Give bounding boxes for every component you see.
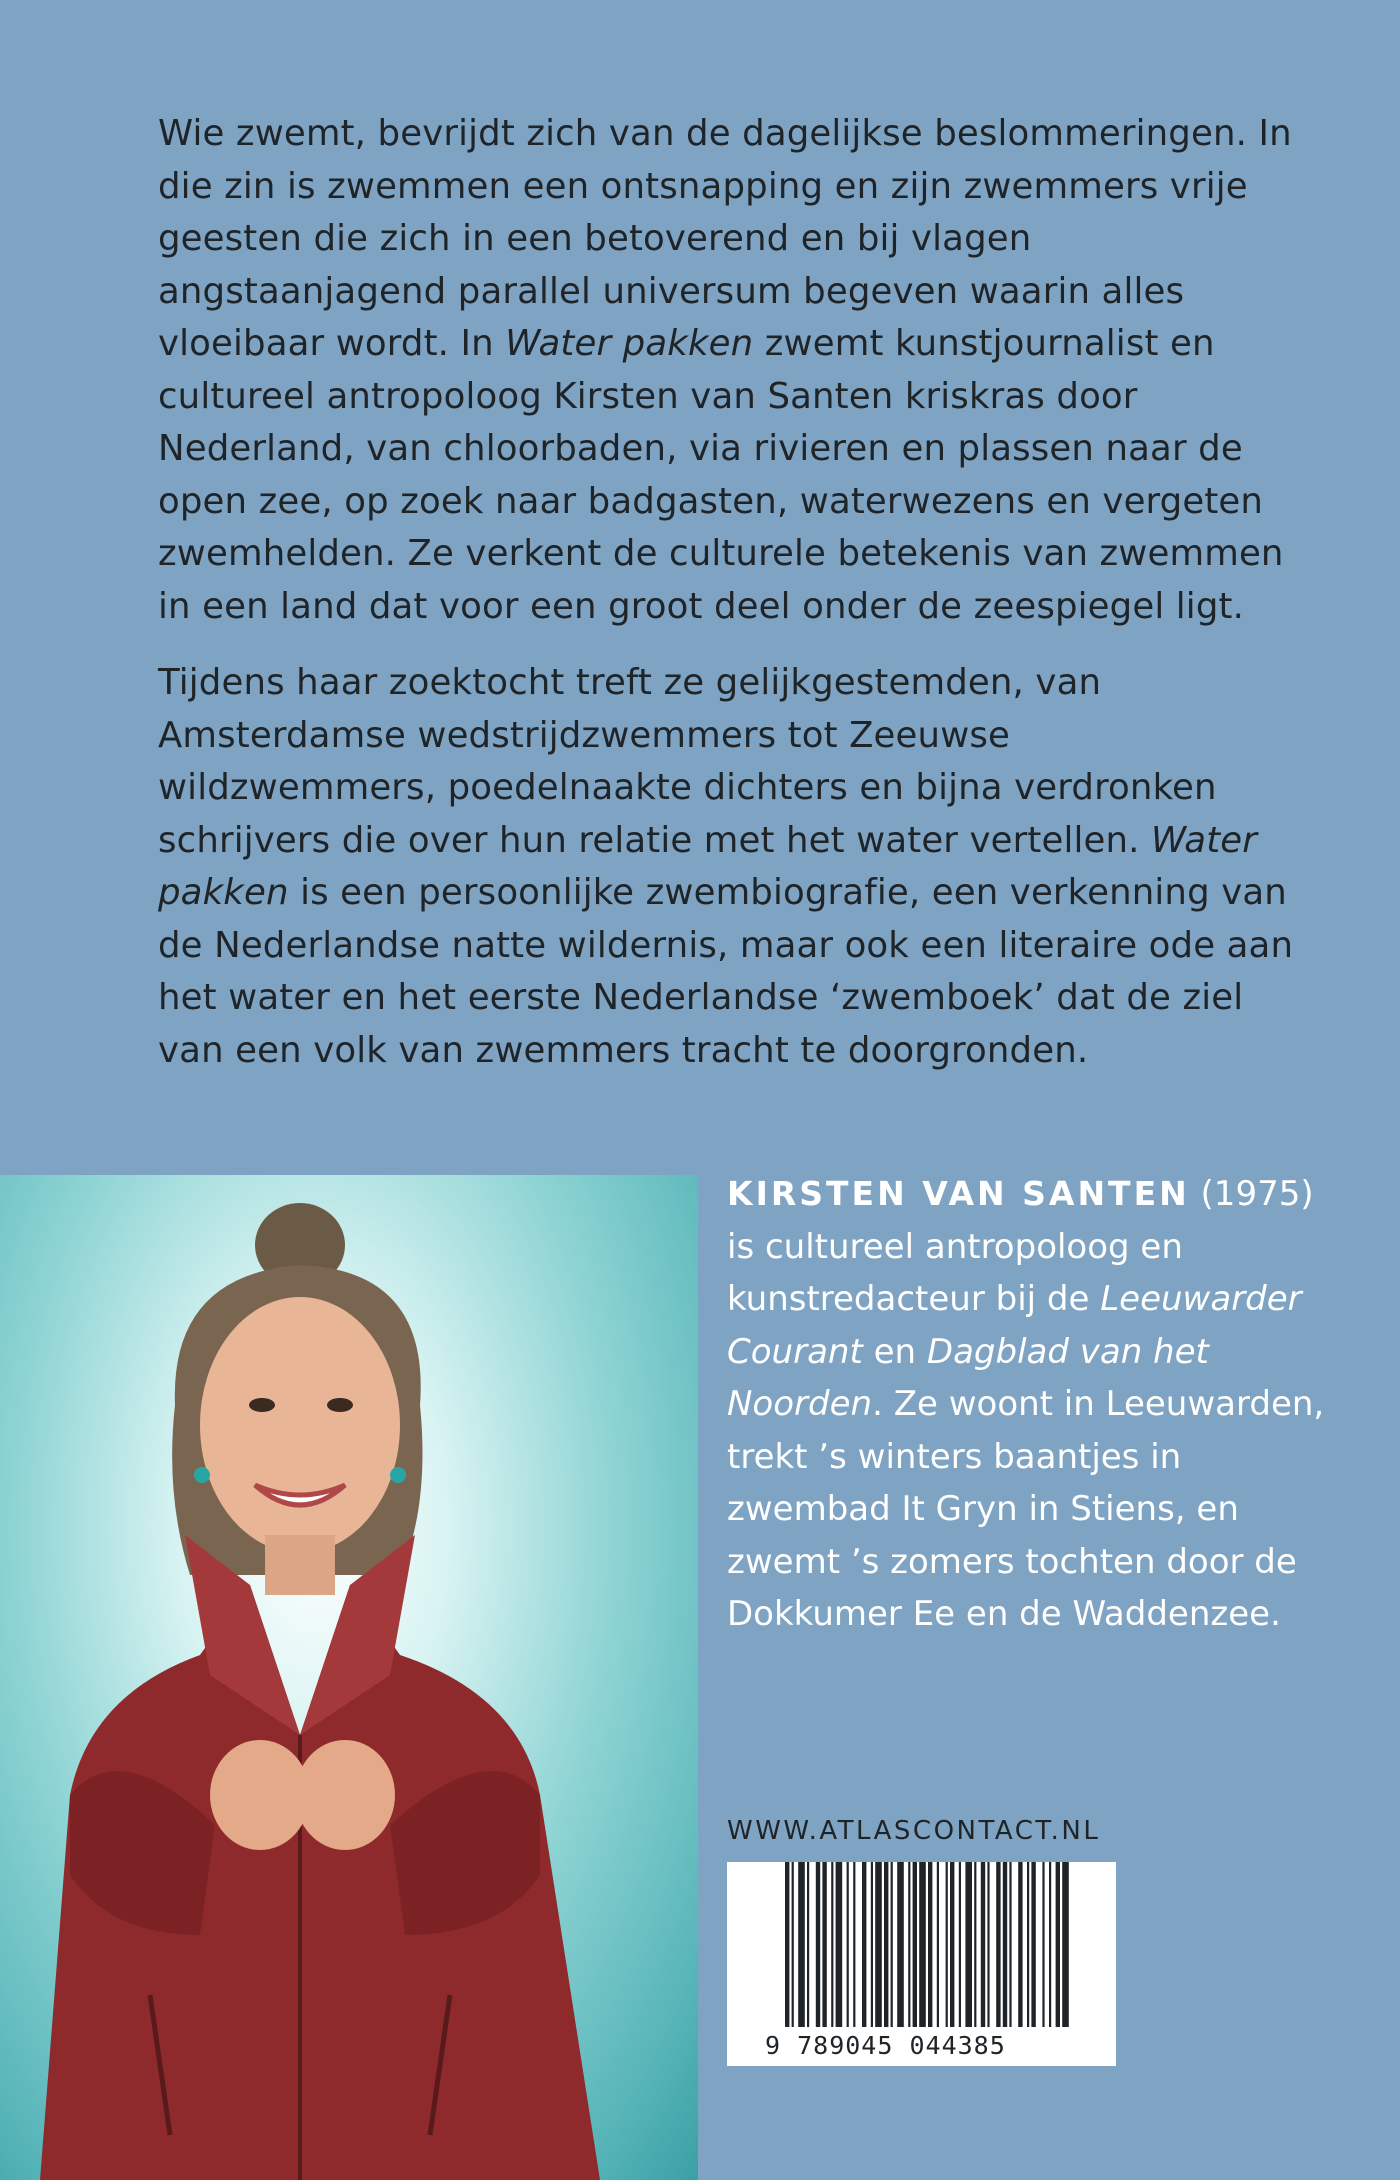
bio-text: . Ze woont in Leeuwarden, trekt ’s winters baantjes in zwembad It Gryn in Stiens, en zwemt ’s zomers tochten door de Dokkumer Ee en de Waddenzee. xyxy=(727,1384,1325,1634)
author-photo xyxy=(0,1175,698,2180)
blurb-text: is een persoonlijke zwembiografie, een verkenning van de Nederlandse natte wildernis, maar ook een literaire ode aan het water en het eerste Nederlandse ‘zwemboek’ dat de ziel van een volk van zwemmers tracht te doorgronden. xyxy=(158,872,1294,1071)
barcode-bar xyxy=(792,1862,794,2027)
barcode-bar xyxy=(908,1862,910,2027)
newspaper-title: Leeuwarder Courant xyxy=(727,1279,1302,1372)
barcode-bar xyxy=(891,1862,893,2027)
newspaper-title: Dagblad van het Noorden xyxy=(727,1331,1209,1424)
author-name: KIRSTEN VAN SANTEN xyxy=(727,1174,1190,1213)
barcode-bar xyxy=(1031,1862,1035,2027)
barcode-bar xyxy=(974,1862,976,2027)
blurb-paragraph-1 xyxy=(158,108,1298,633)
barcode-bar xyxy=(913,1862,917,2027)
barcode-bar xyxy=(1003,1862,1007,2027)
barcode-bar xyxy=(928,1862,932,2027)
barcode-bar xyxy=(897,1862,904,2027)
barcode-bar xyxy=(1056,1862,1060,2027)
barcode-bar xyxy=(1018,1862,1022,2027)
barcode-bar xyxy=(862,1862,866,2027)
barcode-bar xyxy=(875,1862,882,2027)
author-bio xyxy=(727,1168,1327,1641)
barcode-bar xyxy=(798,1862,805,2027)
isbn-number: 9 789045 044385 xyxy=(765,2031,1006,2060)
blurb-text: Tijdens haar zoektocht treft ze gelijkgestemden, van Amsterdamse wedstrijdzwemmers tot Zeeuwse wildzwemmers, poedelnaakte dichters en bijna verdronken schrijvers die over hun relatie met het water vertellen. xyxy=(158,662,1217,861)
barcode-bar xyxy=(847,1862,849,2027)
bio-text: en xyxy=(862,1331,927,1372)
barcode-bar xyxy=(871,1862,873,2027)
blurb-text: Wie zwemt, bevrijdt zich van de dagelijkse beslommeringen. In die zin is zwemmen een ontsnapping en zijn zwemmers vrije geesten die zich in een betoverend en bij vlagen angstaanjagend parallel universum begeven waarin alles vloeibaar wordt. In xyxy=(158,113,1292,364)
back-cover-blurb xyxy=(158,108,1298,1101)
barcode-bar xyxy=(981,1862,985,2027)
barcode-bar xyxy=(1042,1862,1044,2027)
barcode-bar xyxy=(946,1862,948,2027)
barcode-bar xyxy=(996,1862,1000,2027)
barcode-bar xyxy=(950,1862,954,2027)
barcode-bar xyxy=(959,1862,961,2027)
blurb-text: zwemt kunstjournalist en cultureel antropoloog Kirsten van Santen kriskras door Nederland, van chloorbaden, via rivieren en plassen naar de open zee, op zoek naar badgasten, waterwezens en vergeten zwemhelden. Ze verkent de culturele betekenis van zwemmen in een land dat voor een groot deel onder de zeespiegel ligt. xyxy=(158,323,1284,627)
bio-text: is cultureel antropoloog en kunstredacteur bij de xyxy=(727,1226,1183,1319)
barcode-bar xyxy=(1027,1862,1029,2027)
barcode-bar xyxy=(853,1862,855,2027)
barcode-bar xyxy=(1049,1862,1051,2027)
barcode-bar xyxy=(822,1862,826,2027)
barcode-bar xyxy=(987,1862,989,2027)
barcode-bar xyxy=(816,1862,820,2027)
barcode-bar xyxy=(807,1862,809,2027)
author-birth-year: (1975) xyxy=(1189,1174,1314,1214)
barcode-bar xyxy=(884,1862,888,2027)
barcode-bar xyxy=(1009,1862,1011,2027)
author-portrait-illustration xyxy=(0,1175,698,2180)
barcode-bar xyxy=(1062,1862,1069,2027)
barcode-bar xyxy=(831,1862,833,2027)
publisher-website: WWW.ATLASCONTACT.NL xyxy=(727,1816,1101,1846)
blurb-paragraph-2 xyxy=(158,657,1298,1077)
barcode-bar xyxy=(785,1862,789,2027)
book-title: Water pakken xyxy=(158,819,1258,913)
book-title: Water pakken xyxy=(505,323,754,364)
barcode-bar xyxy=(937,1862,939,2027)
barcode-bar xyxy=(919,1862,926,2027)
barcode-bar xyxy=(836,1862,843,2027)
barcode-bar xyxy=(965,1862,972,2027)
